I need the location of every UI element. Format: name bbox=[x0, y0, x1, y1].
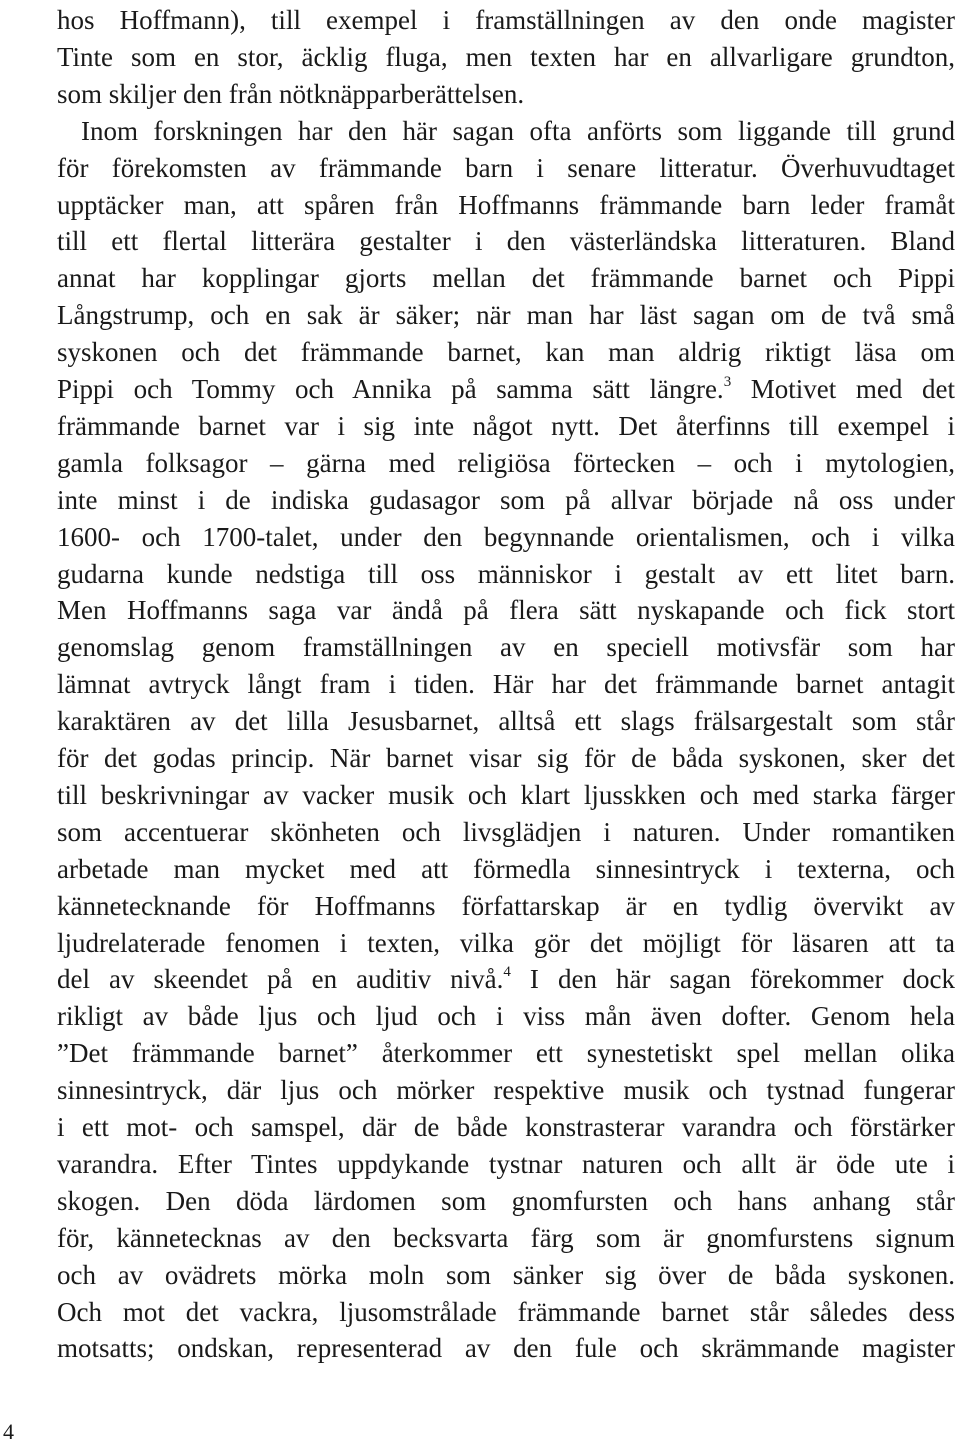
text-line bbox=[57, 150, 955, 187]
text-line bbox=[57, 445, 955, 482]
text-line-content: ”Det främmande barnet” återkommer ett synestetiskt spel mellan olika bbox=[57, 1038, 955, 1069]
text-line bbox=[57, 629, 955, 666]
text-line-content: Tinte som en stor, äcklig fluga, men texten har en allvarligare grundton, bbox=[57, 41, 955, 72]
text-line bbox=[57, 1294, 955, 1331]
text-line bbox=[57, 1035, 955, 1072]
text-line-content: genomslag genom framställningen av en speciell motivsfär som har bbox=[57, 632, 955, 663]
text-line-content: till beskrivningar av vacker musik och klart ljusskken och med starka färger bbox=[57, 779, 955, 810]
text-line-content: varandra. Efter Tintes uppdykande tystnar naturen och allt är öde ute i bbox=[57, 1148, 955, 1179]
page-number: 4 bbox=[3, 1419, 14, 1444]
text-line-content: till ett flertal litterära gestalter i den västerländska litteraturen. Bland bbox=[57, 226, 955, 257]
text-line bbox=[57, 777, 955, 814]
text-line bbox=[57, 961, 955, 998]
text-line-content: för, kännetecknas av den becksvarta färg som är gnomfurstens signum bbox=[57, 1222, 955, 1253]
text-line-content: och av ovädrets mörka moln som sänker sig över de båda syskonen. bbox=[57, 1259, 955, 1290]
text-line-content: karaktären av det lilla Jesusbarnet, alltså ett slags frälsargestalt som står bbox=[57, 706, 955, 737]
text-line-content: lämnat avtryck långt fram i tiden. Här har det främmande barnet antagit bbox=[57, 669, 955, 700]
text-line bbox=[81, 113, 955, 150]
text-line-content: Pippi och Tommy och Annika på samma sätt längre. bbox=[57, 374, 724, 404]
text-line-content: främmande barnet var i sig inte något nytt. Det återfinns till exempel i bbox=[57, 410, 955, 441]
text-line bbox=[57, 998, 955, 1035]
text-line-content: kännetecknande för Hoffmanns författarskap är en tydlig övervikt av bbox=[57, 890, 955, 921]
text-line bbox=[57, 592, 955, 629]
text-line-content: som accentuerar skönheten och livsglädjen i naturen. Under romantiken bbox=[57, 816, 955, 847]
text-line bbox=[57, 334, 955, 371]
text-line-content: sinnesintryck, där ljus och mörker respektive musik och tystnad fungerar bbox=[57, 1075, 955, 1106]
text-line bbox=[57, 1220, 955, 1257]
text-line bbox=[57, 187, 955, 224]
text-line-content: Och mot det vackra, ljusomstrålade främmande barnet står således dess bbox=[57, 1296, 955, 1327]
text-line-content: upptäcker man, att spåren från Hoffmanns främmande barn leder framåt bbox=[57, 189, 955, 220]
text-line-content: del av skeendet på en auditiv nivå. bbox=[57, 964, 504, 995]
text-line bbox=[57, 1072, 955, 1109]
text-line bbox=[57, 223, 955, 260]
text-line bbox=[57, 703, 955, 740]
text-line-content: skogen. Den döda lärdomen som gnomfursten och hans anhang står bbox=[57, 1185, 955, 1216]
text-line bbox=[57, 482, 955, 519]
text-line bbox=[57, 39, 955, 76]
text-line-content: för förekomsten av främmande barn i senare litteratur. Överhuvudtaget bbox=[57, 152, 955, 183]
text-line bbox=[57, 1109, 955, 1146]
text-line-content: 1600- och 1700-talet, under den begynnande orientalismen, och i vilka bbox=[57, 521, 955, 552]
text-line-content: annat har kopplingar gjorts mellan det främmande barnet och Pippi bbox=[57, 263, 955, 294]
text-line-content: rikligt av både ljus och ljud och i viss mån även dofter. Genom hela bbox=[57, 1001, 955, 1032]
text-line bbox=[57, 1330, 955, 1367]
text-line-content: arbetade man mycket med att förmedla sinnesintryck i texterna, och bbox=[57, 853, 955, 884]
text-line bbox=[57, 1183, 955, 1220]
text-line-content: i ett mot- och samspel, där de både konstrasterar varandra och förstärker bbox=[57, 1112, 955, 1142]
text-line-content: gamla folksagor – gärna med religiösa förtecken – och i mytologien, bbox=[57, 447, 955, 478]
text-line-content: Inom forskningen har den här sagan ofta anförts som liggande till grund bbox=[81, 115, 955, 146]
text-line bbox=[57, 814, 955, 851]
text-line-content: inte minst i de indiska gudasagor som på allvar började nå oss under bbox=[57, 484, 955, 515]
text-line bbox=[57, 1257, 955, 1294]
text-line-content: för det godas princip. När barnet visar sig för de båda syskonen, sker det bbox=[57, 743, 955, 773]
text-line bbox=[57, 556, 955, 593]
text-line-content: gudarna kunde nedstiga till oss människor i gestalt av ett litet barn. bbox=[57, 558, 955, 589]
text-line bbox=[57, 851, 955, 888]
text-line bbox=[57, 76, 955, 113]
text-line bbox=[57, 740, 955, 777]
text-line-content: motsatts; ondskan, representerad av den fule och skrämmande magister bbox=[57, 1333, 955, 1364]
text-line-continuation: Motivet med det bbox=[731, 374, 955, 404]
text-line-content: Men Hoffmanns saga var ändå på flera sätt nyskapande och fick stort bbox=[57, 595, 955, 626]
text-line bbox=[57, 2, 955, 39]
text-line bbox=[57, 519, 955, 556]
footnote-marker: 3 bbox=[723, 374, 732, 390]
text-line-content: Långstrump, och en sak är säker; när man har läst sagan om de två små bbox=[57, 300, 955, 331]
text-line bbox=[57, 1146, 955, 1183]
text-line-content: hos Hoffmann), till exempel i framställningen av den onde magister bbox=[57, 5, 955, 35]
text-line-content: ljudrelaterade fenomen i texten, vilka gör det möjligt för läsaren att ta bbox=[57, 927, 955, 958]
text-line bbox=[57, 925, 955, 962]
text-line bbox=[57, 371, 955, 408]
text-line bbox=[57, 260, 955, 297]
text-line-continuation: I den här sagan förekommer dock bbox=[510, 964, 956, 995]
text-line bbox=[57, 297, 955, 334]
text-line bbox=[57, 666, 955, 703]
text-line bbox=[57, 408, 955, 445]
text-line bbox=[57, 888, 955, 925]
text-line-content: syskonen och det främmande barnet, kan man aldrig riktigt läsa om bbox=[57, 337, 955, 368]
text-line-content: som skiljer den från nötknäpparberättelsen. bbox=[57, 78, 525, 109]
footnote-marker: 4 bbox=[503, 964, 511, 981]
